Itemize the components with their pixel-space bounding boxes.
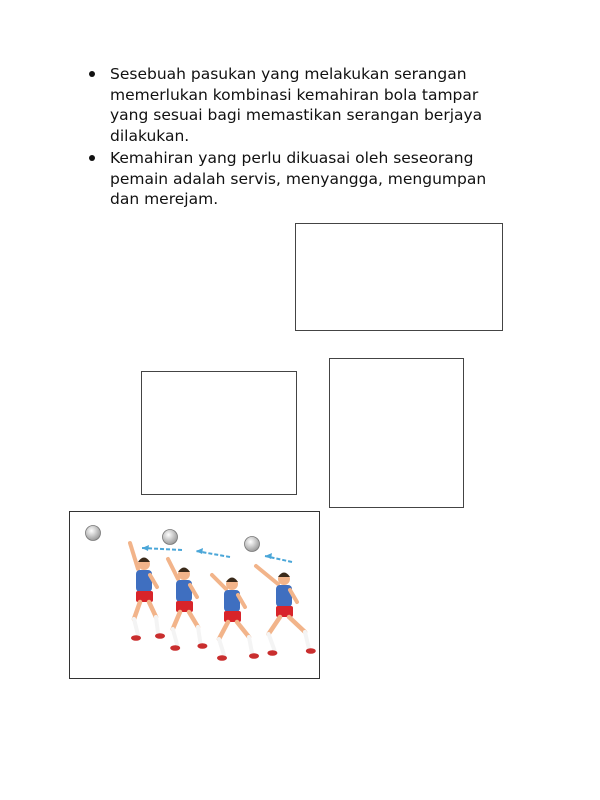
bullet-text: Sesebuah pasukan yang melakukan serangan memerlukan kombinasi kemahiran bola tampar yang sesuai bagi memastikan serangan berjaya dilakukan. [110, 65, 483, 145]
volleyball-ball-icons [86, 526, 260, 552]
volleyball-player-figures [130, 543, 316, 661]
bullet-text: Kemahiran yang perlu dikuasai oleh seseorang pemain adalah servis, menyangga, mengumpan dan merejam. [110, 149, 487, 208]
bullet-item [86, 64, 516, 146]
empty-image-box-top-right [295, 223, 503, 331]
empty-image-box-left [141, 371, 297, 495]
volleyball-illustration-frame [69, 511, 320, 679]
empty-image-box-right [329, 358, 464, 508]
bullet-item [86, 148, 516, 210]
volleyball-spike-sequence-icon [70, 512, 319, 678]
motion-arrow-icons [142, 545, 292, 562]
bullet-dot-icon [89, 155, 95, 161]
bullet-list [86, 64, 516, 212]
bullet-dot-icon [89, 71, 95, 77]
